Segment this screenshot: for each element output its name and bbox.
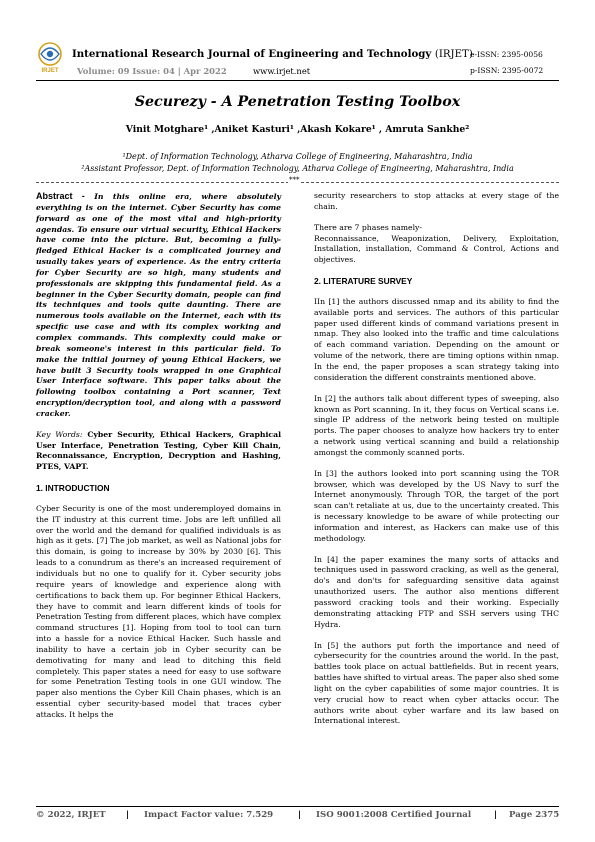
pissn: p-ISSN: 2395-0072 [470,66,544,75]
literature-paragraph: IIn [1] the authors discussed nmap and its ability to find the available ports and services. The authors of this particular paper used different kinds of command variations present in nmap. They also looked into the traffic and time calculations of each command variation. Depending on the amount or volume of the network, there are timing options within nmap. In the end, the paper proposes a scan strategy taking into consideration the different constraints mentioned above. [314,296,559,382]
footer-impact-factor: Impact Factor value: 7.529 [144,810,274,820]
journal-name: International Research Journal of Engineering and Technology [72,48,432,60]
left-column [36,191,281,721]
eissn: e-ISSN: 2395-0056 [470,50,543,59]
logo-text: IRJET [41,68,59,74]
journal-url[interactable]: www.irjet.net [253,66,311,76]
volume-issue: Volume: 09 Issue: 04 | Apr 2022 [77,66,227,76]
affiliation-1: ¹Dept. of Information Technology, Atharva College of Engineering, Maharashtra, India [122,152,473,161]
introduction-continued: security researchers to stop attacks at every stage of the chain. [314,191,559,211]
footer-rule [36,806,559,807]
header-rule [36,80,559,81]
introduction-body: Cyber Security is one of the most underemployed domains in the IT industry at this current time. Jobs are left unfilled all over the world and the demand for qualified individuals is as high as it gets. [7] The job market, as well as National jobs for this domain, is going to increase by 30% by 2030 [6]. This leads to a conundrum as there's an increased requirement of individuals but no one to qualify for it. Cyber security jobs require years of knowledge and experience along with certifications to back them up. For beginner Ethical Hackers, they have to commit and learn different kinds of tools for Penetration Testing from different places, which have complex command structures [1]. Hoping from tool to tool can turn into a hassle for a novice Ethical Hacker. Such hassle and inability to have a certain job in Cyber security can be demotivating for many and lead to ditching this field completely. This paper states a need for easy to use software for some Penetration Testing tools in one GUI window. The paper also mentions the Cyber Kill Chain phases, which is an essential cyber security-based model that traces cyber attacks. It helps the [36,503,281,719]
journal-title [72,48,473,60]
keywords-label: Key Words: [36,429,83,439]
phases-list: Reconnaissance, Weaponization, Delivery, Exploitation, Installation, installation, Command & Control, Actions and objectives. [314,233,559,265]
footer-separator: | [126,810,130,820]
keywords-text: Cyber Security, Ethical Hackers, Graphical User Interface, Penetration Testing, Cyber Kill Chain, Reconnaissance, Encryption, Decryption and Hashing, PTES, VAPT. [36,429,282,472]
footer-separator: | [494,810,498,820]
section-heading-introduction: 1. INTRODUCTION [36,483,110,494]
paper-title: Securezy - A Penetration Testing Toolbox [134,94,461,110]
journal-abbr: (IRJET) [434,49,473,60]
authors: Vinit Motghare¹ ,Aniket Kasturi¹ ,Akash Kokare¹ , Amruta Sankhe² [125,124,470,135]
abstract-heading: Abstract - [36,191,85,201]
separator-stars: *** [289,176,300,184]
literature-paragraph: In [3] the authors looked into port scanning using the TOR browser, which was developed by the US Navy to surf the Internet anonymously. Through TOR, the target of the port scan can't retaliate at us, due to the uncertainty created. This is necessary knowledge to be aware of while protecting our information and interest, as Hackers can make use of this methodology. [314,468,559,543]
abstract [36,191,281,420]
phases-intro: There are 7 phases namely- [314,222,422,232]
section-heading-literature: 2. LITERATURE SURVEY [314,276,413,287]
literature-paragraph: In [2] the authors talk about different types of sweeping, also known as Port scanning. In it, they focus on Vertical scans i.e. single IP address of the network being tested on multiple ports. The paper chooses to analyze how hackers try to enter a network using vertical scanning and build a relationship amongst the commonly scanned ports. [314,393,559,457]
footer-separator: | [298,810,302,820]
affiliation-2: ²Assistant Professor, Dept. of Information Technology, Atharva College of Engineering, Maharashtra, India [81,164,514,173]
footer-page-number: Page 2375 [509,810,560,820]
abstract-body: In this online era, where absolutely everything is on the internet. Cyber Security has come forward as one of the most vital and high-priority agendas. To ensure our virtual security, Ethical Hackers have come into the picture. But, becoming a fully-fledged Ethical Hacker is a complicated journey and usually takes years of experience. As the entry criteria for Cyber Security are so high, many students and professionals are skipping this fundamental field. As a beginner in the Cyber Security domain, people can find its techniques and tools quite daunting. There are numerous tools available on the Internet, each with its specific use case and with its complex working and complex commands. This complexity could make or break someone's interest in this particular field. To make the initial journey of young Ethical Hackers, we have built 3 Security tools wrapped in one Graphical User Interface software. This paper talks about the following toolbox containing a Port scanner, Text encryption/decryption tool, and along with a password cracker. [36,192,281,418]
literature-paragraph: In [5] the authors put forth the importance and need of cybersecurity for the countries around the world. In the past, battles took place on actual battlefields. But in recent years, battles have shifted to virtual areas. The paper also shed some light on the cyber capabilities of some major countries. It is very crucial how to react when cyber attacks occur. The authors write about cyber warfare and its law based on International interest. [314,640,559,726]
footer-iso: ISO 9001:2008 Certified Journal [316,810,472,820]
footer-copyright: © 2022, IRJET [36,810,106,820]
right-column [314,191,559,727]
literature-paragraph: In [4] the paper examines the many sorts of attacks and techniques used in password cracking, as well as the general, do's and don'ts for safeguarding sensitive data against unauthorized users. The author also mentions different password cracking tools and their working. Especially demonstrating attacking FTP and SSH servers using THC Hydra. [314,554,559,629]
keywords [36,430,281,473]
